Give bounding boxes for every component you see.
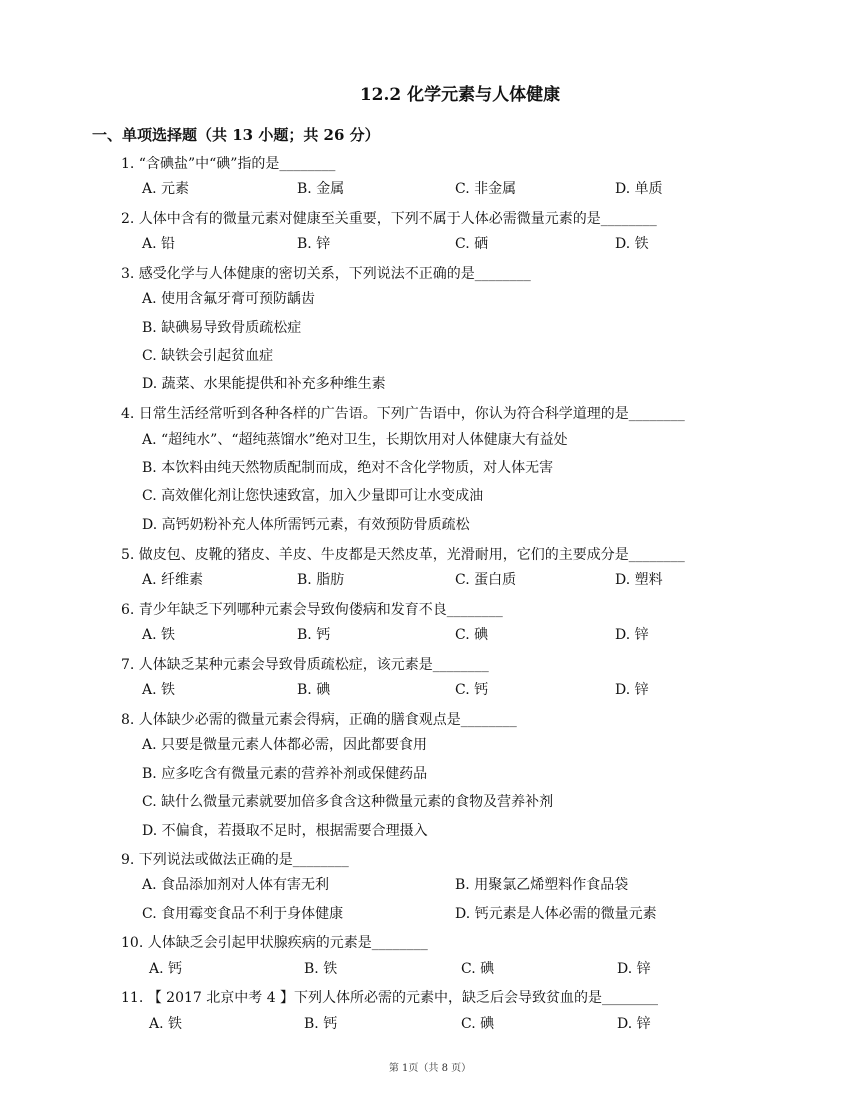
question-8-stem: 8. 人体缺少必需的微量元素会得病，正确的膳食观点是________ <box>121 712 517 728</box>
question-8-option-a: A. 只要是微量元素人体都必需，因此都要食用 <box>142 737 428 753</box>
question-2-stem: 2. 人体中含有的微量元素对健康至关重要，下列不属于人体必需微量元素的是________ <box>121 211 657 227</box>
question-6-option-d: D. 锌 <box>615 627 649 643</box>
question-11-option-b: B. 钙 <box>304 1016 338 1032</box>
question-5-stem: 5. 做皮包、皮靴的猪皮、羊皮、牛皮都是天然皮革，光滑耐用，它们的主要成分是________ <box>121 547 685 563</box>
question-9-option-c: C. 食用霉变食品不利于身体健康 <box>142 906 344 922</box>
question-7-option-d: D. 锌 <box>615 682 649 698</box>
question-11-option-d: D. 锌 <box>617 1016 651 1032</box>
question-1-stem: 1. “含碘盐”中“碘”指的是________ <box>121 156 336 172</box>
question-2-option-c: C. 硒 <box>455 236 489 252</box>
question-7-option-a: A. 铁 <box>142 682 176 698</box>
question-4-option-c: C. 高效催化剂让您快速致富，加入少量即可让水变成油 <box>142 488 484 504</box>
question-5-option-d: D. 塑料 <box>615 572 663 588</box>
question-3-option-d: D. 蔬菜、水果能提供和补充多种维生素 <box>142 376 386 392</box>
question-10-option-c: C. 碘 <box>461 961 495 977</box>
question-11-stem: 11. 【 2017 北京中考 4 】下列人体所必需的元素中，缺乏后会导致贫血的是________ <box>121 990 659 1006</box>
question-4-option-b: B. 本饮料由纯天然物质配制而成，绝对不含化学物质，对人体无害 <box>142 460 554 476</box>
question-4-option-a: A. “超纯水”、“超纯蒸馏水”绝对卫生，长期饮用对人体健康大有益处 <box>142 432 568 448</box>
question-6-option-c: C. 碘 <box>455 627 489 643</box>
question-2-option-b: B. 锌 <box>297 236 331 252</box>
question-9-option-a: A. 食品添加剂对人体有害无利 <box>142 877 330 893</box>
question-8-option-b: B. 应多吃含有微量元素的营养补剂或保健药品 <box>142 766 428 782</box>
question-2-option-a: A. 铅 <box>142 236 176 252</box>
question-1-option-b: B. 金属 <box>297 181 345 197</box>
question-1-option-d: D. 单质 <box>615 181 663 197</box>
question-8-option-c: C. 缺什么微量元素就要加倍多食含这种微量元素的食物及营养补剂 <box>142 794 554 810</box>
question-3-stem: 3. 感受化学与人体健康的密切关系，下列说法不正确的是________ <box>121 266 531 282</box>
question-9-option-b: B. 用聚氯乙烯塑料作食品袋 <box>455 877 629 893</box>
question-10-option-b: B. 铁 <box>304 961 338 977</box>
question-7-stem: 7. 人体缺乏某种元素会导致骨质疏松症，该元素是________ <box>121 657 489 673</box>
question-6-option-a: A. 铁 <box>142 627 176 643</box>
question-6-stem: 6. 青少年缺乏下列哪种元素会导致佝偻病和发育不良________ <box>121 602 503 618</box>
question-10-option-d: D. 锌 <box>617 961 651 977</box>
question-7-option-c: C. 钙 <box>455 682 489 698</box>
question-3-option-b: B. 缺碘易导致骨质疏松症 <box>142 320 302 336</box>
question-5-option-c: C. 蛋白质 <box>455 572 517 588</box>
question-3-option-a: A. 使用含氟牙膏可预防龋齿 <box>142 291 316 307</box>
question-4-stem: 4. 日常生活经常听到各种各样的广告语。下列广告语中，你认为符合科学道理的是________ <box>121 406 685 422</box>
question-9-stem: 9. 下列说法或做法正确的是________ <box>121 852 349 868</box>
question-1-option-c: C. 非金属 <box>455 181 517 197</box>
page-title: 12.2 化学元素与人体健康 <box>359 85 561 105</box>
question-5-option-a: A. 纤维素 <box>142 572 204 588</box>
question-4-option-d: D. 高钙奶粉补充人体所需钙元素，有效预防骨质疏松 <box>142 517 470 533</box>
question-2-option-d: D. 铁 <box>615 236 649 252</box>
question-5-option-b: B. 脂肪 <box>297 572 345 588</box>
question-9-option-d: D. 钙元素是人体必需的微量元素 <box>455 906 657 922</box>
question-6-option-b: B. 钙 <box>297 627 331 643</box>
question-10-stem: 10. 人体缺乏会引起甲状腺疾病的元素是________ <box>121 935 428 951</box>
question-7-option-b: B. 碘 <box>297 682 331 698</box>
question-3-option-c: C. 缺铁会引起贫血症 <box>142 348 274 364</box>
question-10-option-a: A. 钙 <box>149 961 183 977</box>
section-heading: 一、单项选择题（共 13 小题；共 26 分） <box>92 126 380 144</box>
question-11-option-c: C. 碘 <box>461 1016 495 1032</box>
question-8-option-d: D. 不偏食，若摄取不足时，根据需要合理摄入 <box>142 823 428 839</box>
page-footer: 第 1页（共 8 页） <box>388 1063 472 1074</box>
question-1-option-a: A. 元素 <box>142 181 190 197</box>
question-11-option-a: A. 铁 <box>149 1016 183 1032</box>
